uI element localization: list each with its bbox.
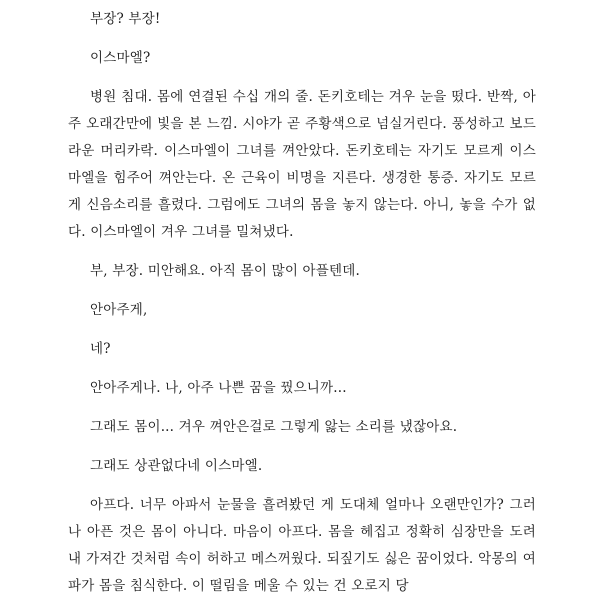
paragraph: 부장? 부장! [90, 11, 161, 27]
paragraph: 안아주게나. 나, 아주 나쁜 꿈을 꿨으니까... [90, 380, 347, 396]
paragraph: 병원 침대. 몸에 연결된 수십 개의 줄. 돈키호테는 겨우 눈을 떴다. 반짝, 아주 오래간만에 빛을 본 느낌. 시야가 곧 주황색으로 넘실거린다. 풍성하고 보드라운 머리카락. 이스마엘이 그녀를 껴안았다. 돈키호테는 자기도 모르게 이스마엘을 힘주어 껴안는다. 온 근육이 비명을 지른다. 생경한 통증. 자기도 모르게 신음소리를 흘렸다. 그럼에도 그녀의 몸을 놓지 않는다. 아니, 놓을 수가 없다. 이스마엘이 겨우 그녀를 밀쳐냈다. [68, 89, 536, 240]
paragraph: 이스마엘? [90, 50, 151, 66]
paragraph: 안아주게, [90, 302, 148, 318]
paragraph: 아프다. 너무 아파서 눈물을 흘려봤던 게 도대체 얼마나 오랜만인가? 그러나 아픈 것은 몸이 아니다. 마음이 아프다. 몸을 헤집고 정확히 심장만을 도려내 가져간 것처럼 속이 허하고 메스꺼웠다. 되짚기도 싫은 꿈이었다. 악몽의 여파가 몸을 침식한다. 이 떨림을 메울 수 있는 건 오로지 당 [68, 497, 536, 594]
paragraph: 부, 부장. 미안해요. 아직 몸이 많이 아플텐데. [90, 263, 361, 279]
paragraph: 그래도 몸이... 겨우 껴안은걸로 그렇게 앓는 소리를 냈잖아요. [90, 419, 458, 435]
paragraph: 그래도 상관없다네 이스마엘. [90, 458, 263, 474]
paragraph: 네? [90, 341, 111, 357]
body-text [68, 6, 536, 600]
